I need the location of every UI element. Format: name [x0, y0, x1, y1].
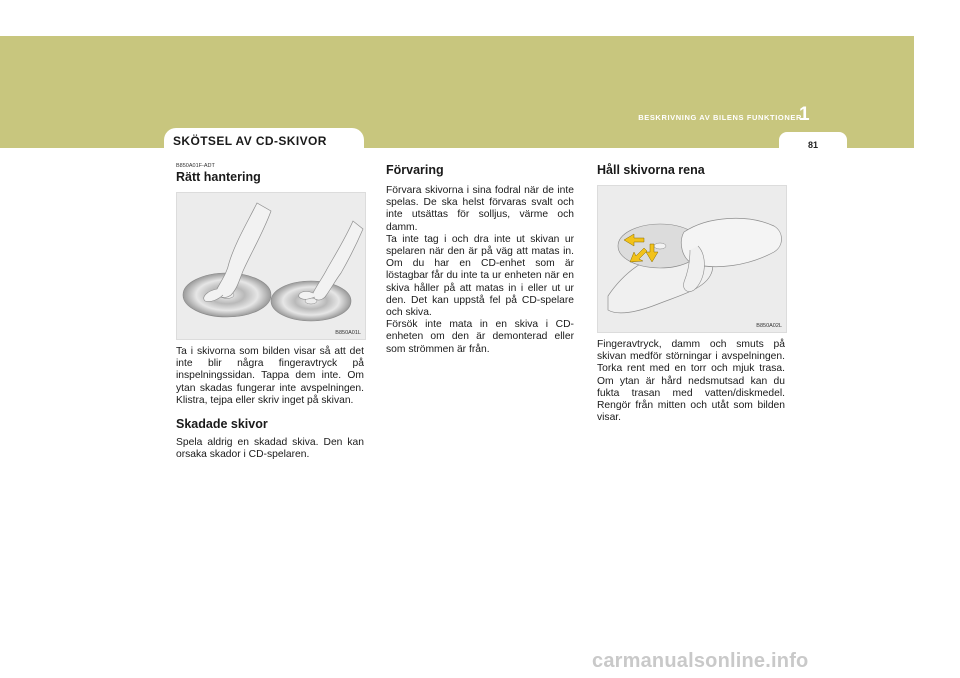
chapter-label: BESKRIVNING AV BILENS FUNKTIONER: [638, 113, 802, 122]
section-code: B850A01F-ADT: [176, 163, 215, 169]
column-3: [597, 163, 785, 424]
figure-code: B850A02L: [756, 323, 782, 329]
paragraph-keep-clean: Fingeravtryck, damm och smuts på skivan medför störningar i avspelningen. Torka rent med en torr och mjuk trasa. Om ytan är hård nedsmutsad kan du fukta trasan med vatten/diskmedel. Rengör från mitten och utåt som bilden visar.: [597, 339, 785, 424]
heading-handling: Rätt hantering: [176, 170, 261, 184]
cleaning-illustration: [598, 186, 786, 332]
figure-cleaning-disc: [597, 185, 787, 333]
hands-discs-illustration: [177, 193, 365, 339]
column-1: [176, 163, 364, 461]
section-title: SKÖTSEL AV CD-SKIVOR: [173, 134, 327, 148]
heading-storage: Förvaring: [386, 163, 444, 177]
chapter-number: 1: [799, 104, 810, 125]
paragraph-storage: Förvara skivorna i sina fodral när de inte spelas. De ska helst förvaras svalt och inte utsättas för solljus, värme och damm. Ta inte tag i och dra inte ut skivan ur spelaren när den är på väg att matas in. Om du har en CD-enhet som är löstagbar får du inte ta ur enheten när en skiva håller på att matas in i eller ut ur den. Det kan uppstå fel på CD-spelare och skiva. Försök inte mata in en skiva i CD-enheten om den är demonterad eller som strömmen är från.: [386, 185, 574, 355]
heading-keep-clean: Håll skivorna rena: [597, 163, 705, 177]
paragraph-handling: Ta i skivorna som bilden visar så att det inte blir några fingeravtryck på inspelningssidan. Tappa dem inte. Om ytan skadas fungerar inte avspelningen. Klistra, tejpa eller skriv inget på skivan.: [176, 346, 364, 406]
watermark: carmanualsonline.info: [592, 650, 809, 672]
figure-code: B850A01L: [335, 330, 361, 336]
figure-hands-holding-discs: [176, 192, 366, 340]
paragraph-damaged-discs: Spela aldrig en skadad skiva. Den kan orsaka skador i CD-spelaren.: [176, 437, 364, 461]
column-2: [386, 163, 574, 356]
page-number: 81: [807, 140, 818, 150]
header-band: [0, 36, 914, 148]
heading-damaged-discs: Skadade skivor: [176, 417, 268, 432]
